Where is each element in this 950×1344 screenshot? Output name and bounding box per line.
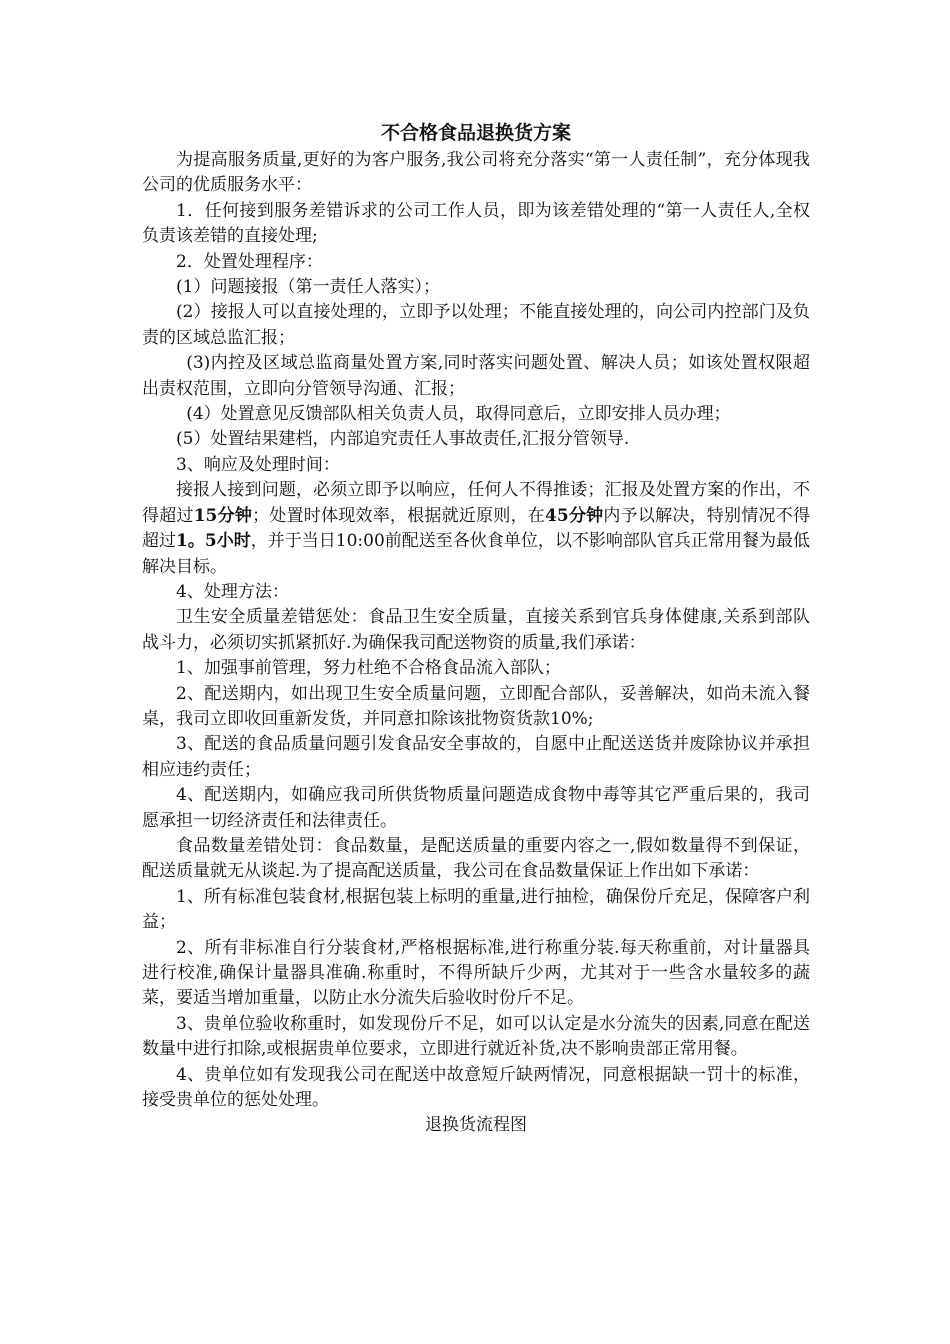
quantity-commitment-1: 1、所有标准包装食材,根据包装上标明的重量,进行抽检，确保份斤充足，保障客户利益； — [142, 886, 810, 933]
response-text-4: ，并于当日10:00前配送至各伙食单位，以不影响部队官兵正常用餐为最低解决目标。 — [142, 531, 810, 577]
response-limit-45min: 45分钟 — [545, 505, 604, 526]
item-2-heading: 2．处置处理程序： — [176, 251, 323, 272]
intro-paragraph: 为提高服务质量,更好的为客户服务,我公司将充分落实“第一人责任制”，充分体现我公司的优质服务水平： — [142, 150, 810, 196]
quantity-intro: 食品数量差错处罚：食品数量，是配送质量的重要内容之一,假如数量得不到保证，配送质量就无从谈起.为了提高配送质量，我公司在食品数量保证上作出如下承诺： — [142, 835, 810, 882]
response-text-2: ；处置时体现效率，根据就近原则，在 — [252, 505, 546, 526]
item-4-heading: 4、处理方法： — [176, 581, 289, 602]
document-page — [142, 118, 810, 1139]
hygiene-commitment-1: 1、加强事前管理，努力杜绝不合格食品流入部队； — [176, 658, 561, 679]
quantity-commitment-2: 2、所有非标准自行分装食材,严格根据标准,进行称重分装.每天称重前，对计量器具进行校准,确保计量器具准确.称重时，不得所缺斤少两，尤其对于一些含水量较多的蔬菜，要适当增加重量，以防止水分流失后验收时份斤不足。 — [142, 937, 810, 1009]
hygiene-intro: 卫生安全质量差错惩处：食品卫生安全质量，直接关系到官兵身体健康,关系到部队战斗力，必须切实抓紧抓好.为确保我司配送物资的质量,我们承诺： — [142, 607, 810, 653]
procedure-step-5: (5）处置结果建档，内部追究责任人事故责任,汇报分管领导. — [176, 429, 630, 450]
procedure-step-4: (4）处置意见反馈部队相关负责人员，取得同意后，立即安排人员办理； — [186, 404, 731, 425]
response-text-1: 接报人接到问题，必须立即予以响应，任何人不得推诿；汇报及处置方案的作出，不得超过 — [142, 480, 810, 526]
document-title: 不合格食品退换货方案 — [380, 122, 571, 144]
quantity-commitment-3: 3、贵单位验收称重时，如发现份斤不足，如可以认定是水分流失的因素,同意在配送数量中进行扣除,或根据贵单位要求，立即进行就近补货,决不影响贵部正常用餐。 — [142, 1013, 810, 1060]
procedure-step-2: (2）接报人可以直接处理的，立即予以处理；不能直接处理的，向公司内控部门及负责的区域总监汇报； — [142, 302, 810, 348]
item-3-heading: 3、响应及处理时间： — [176, 454, 340, 475]
response-limit-15min: 15分钟 — [193, 505, 253, 526]
response-limit-1-5h: 1。5小时 — [176, 531, 251, 552]
item-1-paragraph: 1．任何接到服务差错诉求的公司工作人员，即为该差错处理的“第一人责任人,全权负责该差错的直接处理; — [142, 200, 810, 247]
hygiene-commitment-2: 2、配送期内，如出现卫生安全质量问题，立即配合部队，妥善解决，如尚未流入餐桌，我司立即收回重新发货，并同意扣除该批物资货款10%; — [142, 683, 810, 729]
flowchart-caption: 退换货流程图 — [425, 1115, 527, 1136]
response-time-paragraph — [142, 478, 810, 580]
procedure-step-3: (3)内控及区域总监商量处置方案,同时落实问题处置、解决人员；如该处置权限超出责权范围，立即向分管领导沟通、汇报； — [142, 353, 810, 399]
hygiene-commitment-4: 4、配送期内，如确应我司所供货物质量问题造成食物中毒等其它严重后果的，我司愿承担一切经济责任和法律责任。 — [142, 785, 810, 831]
response-text-3: 内予以解决，特别情况不得超过 — [142, 505, 810, 552]
procedure-step-1: (1）问题接报（第一责任人落实）； — [176, 277, 440, 298]
hygiene-commitment-3: 3、配送的食品质量问题引发食品安全事故的，自愿中止配送送货并废除协议并承担相应违约责任； — [142, 734, 810, 780]
quantity-commitment-4: 4、贵单位如有发现我公司在配送中故意短斤缺两情况，同意根据缺一罚十的标准，接受贵单位的惩处处理。 — [142, 1064, 810, 1111]
